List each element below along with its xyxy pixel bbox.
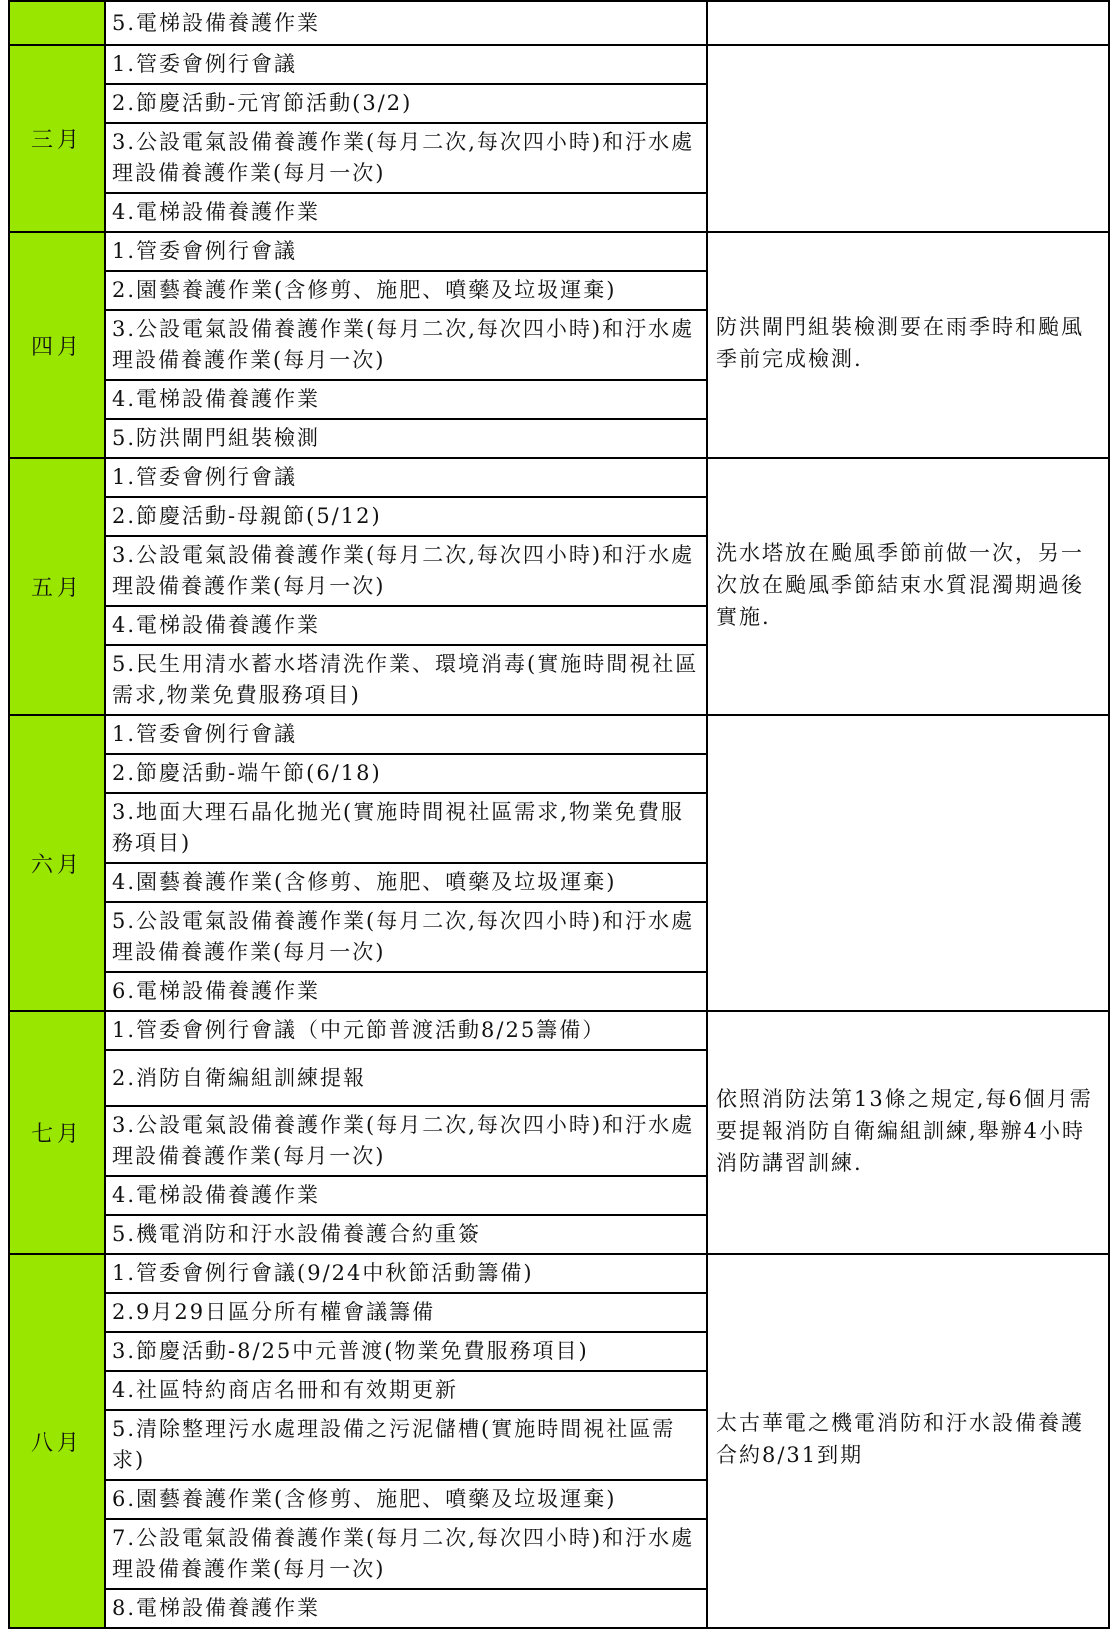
task-item: 3.公設電氣設備養護作業(每月二次,每次四小時)和汙水處理設備養護作業(每月一次) bbox=[105, 123, 707, 193]
month-label: 三月 bbox=[9, 45, 105, 232]
task-item: 2.消防自衛編組訓練提報 bbox=[105, 1050, 707, 1106]
schedule-row bbox=[9, 1011, 1109, 1050]
task-item: 4.電梯設備養護作業 bbox=[105, 1176, 707, 1215]
schedule-row bbox=[9, 232, 1109, 271]
month-label bbox=[9, 1, 105, 45]
task-item: 4.社區特約商店名冊和有效期更新 bbox=[105, 1371, 707, 1410]
task-item: 5.機電消防和汙水設備養護合約重簽 bbox=[105, 1215, 707, 1254]
task-item: 1.管委會例行會議 bbox=[105, 715, 707, 754]
month-note bbox=[707, 232, 1109, 458]
task-item: 3.節慶活動-8/25中元普渡(物業免費服務項目) bbox=[105, 1332, 707, 1371]
task-item: 1.管委會例行會議（中元節普渡活動8/25籌備） bbox=[105, 1011, 707, 1050]
schedule-row bbox=[9, 1254, 1109, 1293]
task-item: 3.公設電氣設備養護作業(每月二次,每次四小時)和汙水處理設備養護作業(每月一次) bbox=[105, 1106, 707, 1176]
schedule-row bbox=[9, 45, 1109, 84]
month-note bbox=[707, 715, 1109, 1011]
task-item: 5.防洪閘門組裝檢測 bbox=[105, 419, 707, 458]
task-item: 7.公設電氣設備養護作業(每月二次,每次四小時)和汙水處理設備養護作業(每月一次) bbox=[105, 1519, 707, 1589]
task-item: 3.公設電氣設備養護作業(每月二次,每次四小時)和汙水處理設備養護作業(每月一次) bbox=[105, 310, 707, 380]
task-item: 4.電梯設備養護作業 bbox=[105, 380, 707, 419]
task-item: 6.園藝養護作業(含修剪、施肥、噴藥及垃圾運棄) bbox=[105, 1480, 707, 1519]
task-item: 4.園藝養護作業(含修剪、施肥、噴藥及垃圾運棄) bbox=[105, 863, 707, 902]
month-note bbox=[707, 1254, 1109, 1628]
task-item: 5.公設電氣設備養護作業(每月二次,每次四小時)和汙水處理設備養護作業(每月一次) bbox=[105, 902, 707, 972]
task-item: 5.清除整理污水處理設備之污泥儲槽(實施時間視社區需求) bbox=[105, 1410, 707, 1480]
task-item: 4.電梯設備養護作業 bbox=[105, 606, 707, 645]
month-label: 四月 bbox=[9, 232, 105, 458]
month-label: 六月 bbox=[9, 715, 105, 1011]
month-note bbox=[707, 1011, 1109, 1254]
month-note-text: 洗水塔放在颱風季節前做一次，另一次放在颱風季節結束水質混濁期過後實施. bbox=[716, 540, 1084, 629]
maintenance-schedule-table bbox=[8, 0, 1110, 1629]
task-item: 2.園藝養護作業(含修剪、施肥、噴藥及垃圾運棄) bbox=[105, 271, 707, 310]
task-item: 4.電梯設備養護作業 bbox=[105, 193, 707, 232]
task-item: 1.管委會例行會議 bbox=[105, 458, 707, 497]
month-label: 七月 bbox=[9, 1011, 105, 1254]
task-item: 2.節慶活動-元宵節活動(3/2) bbox=[105, 84, 707, 123]
task-item: 3.公設電氣設備養護作業(每月二次,每次四小時)和汙水處理設備養護作業(每月一次) bbox=[105, 536, 707, 606]
task-item: 6.電梯設備養護作業 bbox=[105, 972, 707, 1011]
task-item: 8.電梯設備養護作業 bbox=[105, 1589, 707, 1628]
task-item: 2.節慶活動-端午節(6/18) bbox=[105, 754, 707, 793]
task-item: 1.管委會例行會議 bbox=[105, 232, 707, 271]
month-note-text: 依照消防法第13條之規定,每6個月需要提報消防自衛編組訓練,舉辦4小時消防講習訓練. bbox=[716, 1086, 1093, 1175]
task-item: 2.節慶活動-母親節(5/12) bbox=[105, 497, 707, 536]
schedule-row bbox=[9, 715, 1109, 754]
month-note bbox=[707, 458, 1109, 715]
task-item: 1.管委會例行會議(9/24中秋節活動籌備) bbox=[105, 1254, 707, 1293]
task-item: 5.電梯設備養護作業 bbox=[105, 1, 707, 45]
task-item: 5.民生用清水蓄水塔清洗作業、環境消毒(實施時間視社區需求,物業免費服務項目) bbox=[105, 645, 707, 715]
month-label: 八月 bbox=[9, 1254, 105, 1628]
schedule-row bbox=[9, 458, 1109, 497]
month-label: 五月 bbox=[9, 458, 105, 715]
month-note bbox=[707, 45, 1109, 232]
month-note-text: 防洪閘門組裝檢測要在雨季時和颱風季前完成檢測. bbox=[716, 315, 1084, 371]
task-item: 3.地面大理石晶化拋光(實施時間視社區需求,物業免費服務項目) bbox=[105, 793, 707, 863]
month-note bbox=[707, 1, 1109, 45]
month-note-text: 太古華電之機電消防和汙水設備養護合約8/31到期 bbox=[716, 1411, 1084, 1467]
task-item: 1.管委會例行會議 bbox=[105, 45, 707, 84]
schedule-row bbox=[9, 1, 1109, 45]
task-item: 2.9月29日區分所有權會議籌備 bbox=[105, 1293, 707, 1332]
